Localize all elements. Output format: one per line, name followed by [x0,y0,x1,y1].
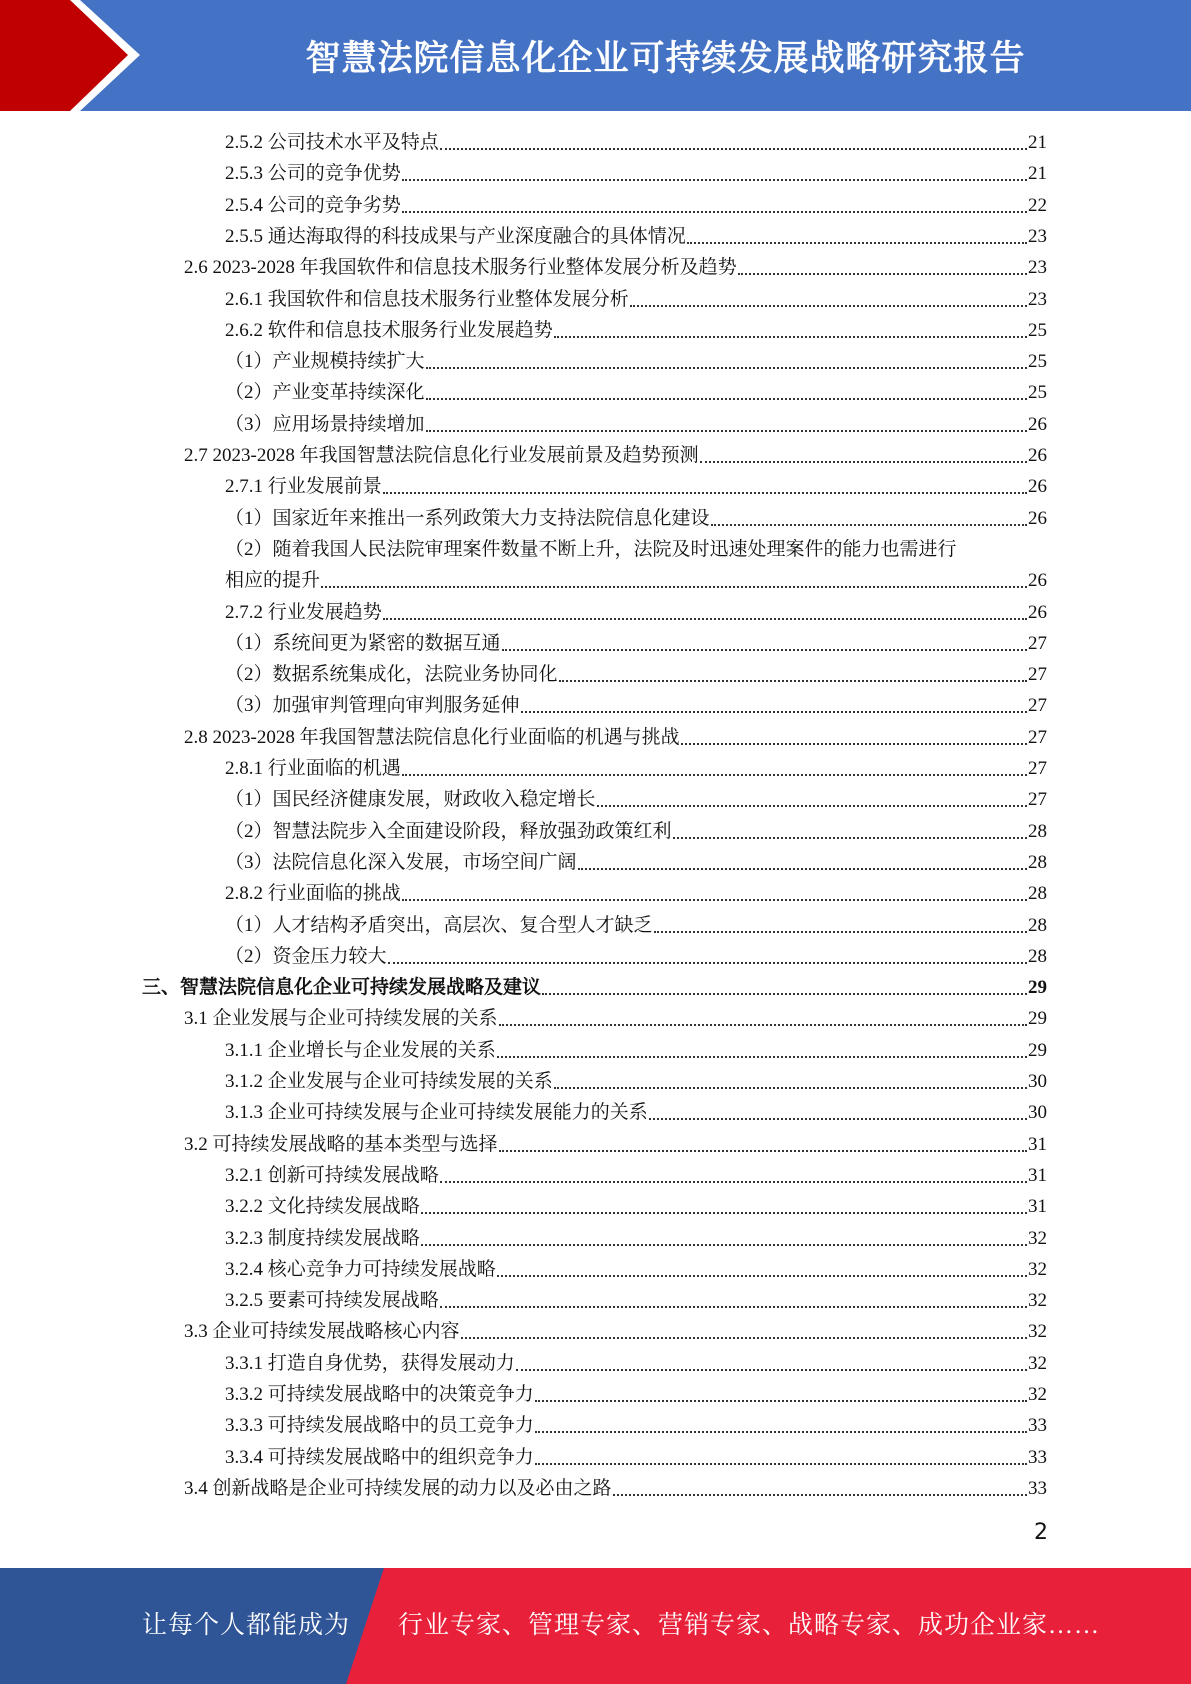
page-number: 2 [1034,1520,1048,1545]
toc-entry-page: 29 [1028,977,1047,999]
toc-entry[interactable] [184,1316,1047,1347]
toc-entry[interactable] [225,816,1047,847]
toc-leader-dots [402,899,1027,901]
toc-entry-page: 31 [1028,1196,1047,1218]
footer-slogan-right: 行业专家、管理专家、营销专家、战略专家、成功企业家…… [398,1612,1101,1639]
toc-leader-dots [502,649,1027,651]
toc-entry-page: 23 [1028,225,1047,247]
toc-entry-label: 2.8 2023-2028 年我国智慧法院信息化行业面临的机遇与挑战 [184,726,680,748]
toc-entry[interactable] [225,409,1047,440]
toc-entry-page: 28 [1028,945,1047,967]
toc-entry-page: 27 [1028,758,1047,779]
toc-leader-dots [321,586,1027,588]
toc-leader-dots [499,1150,1027,1152]
toc-entry-label: 3.4 创新战略是企业可持续发展的动力以及必由之路 [184,1477,612,1499]
toc-entry[interactable] [225,471,1047,502]
toc-entry[interactable] [225,910,1047,941]
toc-entry-label: （1）系统间更为紧密的数据互通 [225,632,501,654]
toc-entry-page: 33 [1028,1477,1047,1499]
toc-entry[interactable] [225,753,1047,784]
toc-entry[interactable] [225,878,1047,909]
toc-entry-label: （1）国民经济健康发展，财政收入稳定增长 [225,789,596,811]
toc-entry[interactable] [225,190,1047,221]
toc-entry-page: 32 [1028,1227,1047,1249]
toc-entry-label: （1）国家近年来推出一系列政策大力支持法院信息化建设 [225,507,710,529]
toc-entry-label: 3.1.1 企业增长与企业发展的关系 [225,1039,496,1061]
toc-leader-dots [497,1056,1027,1058]
toc-leader-dots [711,524,1027,526]
toc-leader-dots [681,743,1027,745]
toc-leader-dots [542,993,1027,995]
toc-leader-dots [673,837,1027,839]
toc-entry-label: 3.1.3 企业可持续发展与企业可持续发展能力的关系 [225,1102,648,1124]
toc-entry-label: 3.2 可持续发展战略的基本类型与选择 [184,1133,498,1155]
toc-entry-page: 26 [1028,413,1047,435]
toc-leader-dots [535,1431,1027,1433]
toc-entry-label: （3）应用场景持续增加 [225,413,425,435]
toc-entry-page: 26 [1028,445,1047,466]
toc-leader-dots [461,1337,1027,1339]
toc-entry-page: 27 [1028,664,1047,686]
toc-leader-dots [497,1275,1027,1277]
chevron-arrow-icon [0,0,150,111]
toc-entry[interactable] [142,972,1047,1003]
toc-entry-page: 26 [1028,601,1047,623]
toc-entry-page: 30 [1028,1071,1047,1092]
toc-entry-page: 27 [1028,789,1047,811]
toc-entry-page: 25 [1028,319,1047,341]
toc-entry[interactable] [225,1285,1047,1316]
toc-entry[interactable] [225,127,1047,158]
toc-entry-label: 3.3.2 可持续发展战略中的决策竞争力 [225,1384,534,1405]
toc-leader-dots [421,1212,1027,1214]
toc-entry[interactable] [225,1254,1047,1285]
toc-entry-label: （1）人才结构矛盾突出，高层次、复合型人才缺乏 [225,914,653,936]
toc-entry-page: 30 [1028,1102,1047,1124]
toc-entry[interactable] [184,1003,1047,1034]
toc-entry-page: 26 [1028,507,1047,529]
toc-leader-dots [535,1400,1027,1402]
toc-entry-label: 3.2.5 要素可持续发展战略 [225,1290,439,1312]
toc-entry-page: 33 [1028,1446,1047,1468]
toc-leader-dots [426,367,1027,369]
toc-entry-label: 2.7.1 行业发展前景 [225,476,382,498]
toc-entry[interactable] [225,346,1047,377]
toc-leader-dots [597,805,1027,807]
toc-entry[interactable] [225,1160,1047,1191]
toc-entry-page: 27 [1028,632,1047,654]
toc-leader-dots [521,711,1027,713]
toc-entry[interactable] [225,315,1047,346]
toc-entry[interactable] [225,158,1047,189]
toc-leader-dots [440,148,1027,150]
toc-leader-dots [383,618,1027,620]
toc-entry-label: 3.2.2 文化持续发展战略 [225,1196,420,1218]
toc-entry-label: 3.2.1 创新可持续发展战略 [225,1164,439,1186]
toc-leader-dots [516,1369,1027,1371]
toc-entry[interactable] [225,784,1047,815]
toc-entry-label: 2.5.4 公司的竞争劣势 [225,194,401,216]
toc-entry-label: 2.8.2 行业面临的挑战 [225,883,401,905]
toc-leader-dots [578,868,1027,870]
toc-entry-page: 26 [1028,476,1047,498]
toc-leader-dots [426,430,1027,432]
footer-slogan-left: 让每个人都能成为 [142,1612,351,1639]
toc-entry-label: 2.8.1 行业面临的机遇 [225,758,401,779]
toc-leader-dots [383,492,1027,494]
toc-entry-page: 21 [1028,163,1047,185]
toc-entry-label: （3）加强审判管理向审判服务延伸 [225,695,520,717]
toc-leader-dots [554,1087,1027,1089]
toc-entry-page: 28 [1028,851,1047,873]
toc-entry[interactable] [184,722,1047,753]
toc-entry[interactable] [225,1035,1047,1066]
toc-entry[interactable] [225,1223,1047,1254]
toc-entry-label: 3.1.2 企业发展与企业可持续发展的关系 [225,1071,553,1092]
toc-entry[interactable] [225,690,1047,721]
toc-entry-page: 26 [1028,570,1047,592]
toc-entry-page: 28 [1028,914,1047,936]
toc-entry-page: 31 [1028,1133,1047,1155]
toc-entry[interactable] [184,1473,1047,1504]
toc-leader-dots [499,1024,1027,1026]
toc-entry-page: 23 [1028,257,1047,279]
toc-leader-dots [402,774,1027,776]
toc-leader-dots [535,1463,1027,1465]
toc-entry[interactable] [225,597,1047,628]
toc-leader-dots [440,1306,1027,1308]
toc-leader-dots [554,336,1027,338]
toc-entry-label: 3.3.4 可持续发展战略中的组织竞争力 [225,1446,534,1468]
toc-leader-dots [630,305,1027,307]
toc-entry-label: 2.5.3 公司的竞争优势 [225,163,401,185]
toc-entry-label: 2.6 2023-2028 年我国软件和信息技术服务行业整体发展分析及趋势 [184,257,737,279]
toc-entry-label: 3.3 企业可持续发展战略核心内容 [184,1321,460,1343]
toc-entry-label: （1）产业规模持续扩大 [225,351,425,373]
toc-entry[interactable] [225,1379,1047,1410]
toc-entry-page: 32 [1028,1258,1047,1280]
toc-entry-label: 3.2.3 制度持续发展战略 [225,1227,420,1249]
toc-entry-label: 3.3.1 打造自身优势，获得发展动力 [225,1352,515,1374]
toc-entry-page: 32 [1028,1321,1047,1343]
toc-entry[interactable] [225,941,1047,972]
toc-entry[interactable] [184,252,1047,283]
toc-leader-dots [388,962,1027,964]
toc-entry-label: 3.3.3 可持续发展战略中的员工竞争力 [225,1415,534,1437]
toc-entry-page: 23 [1028,288,1047,310]
toc-entry-label: （2）资金压力较大 [225,945,387,967]
toc-entry-label: 三、智慧法院信息化企业可持续发展战略及建议 [142,977,542,999]
toc-entry-label: 3.2.4 核心竞争力可持续发展战略 [225,1258,496,1280]
toc-entry-label: 2.5.2 公司技术水平及特点 [225,132,439,153]
toc-entry-label: （3）法院信息化深入发展，市场空间广阔 [225,851,577,873]
toc-leader-dots [613,1494,1027,1496]
toc-entry-page: 32 [1028,1352,1047,1374]
report-title: 智慧法院信息化企业可持续发展战略研究报告 [305,38,1026,79]
toc-entry-page: 21 [1028,132,1047,153]
toc-entry-page: 32 [1028,1384,1047,1405]
toc-entry-page: 25 [1028,351,1047,373]
toc-entry[interactable] [225,1066,1047,1097]
toc-leader-dots [649,1118,1027,1120]
toc-leader-dots [738,273,1027,275]
toc-leader-dots [426,398,1027,400]
toc-entry-label: 2.7.2 行业发展趋势 [225,601,382,623]
toc-entry[interactable] [225,847,1047,878]
toc-entry-label: （2）产业变革持续深化 [225,382,425,404]
toc-entry[interactable] [225,1191,1047,1222]
toc-leader-dots [687,242,1027,244]
toc-entry[interactable] [225,565,1047,596]
toc-entry[interactable] [225,284,1047,315]
toc-entry[interactable] [225,221,1047,252]
toc-entry-label: 相应的提升 [225,570,321,592]
toc-entry-page: 28 [1028,820,1047,842]
toc-leader-dots [654,931,1027,933]
toc-entry-page: 27 [1028,726,1047,748]
toc-leader-dots [440,1181,1027,1183]
toc-entry-page: 31 [1028,1164,1047,1186]
toc-entry[interactable] [225,1442,1047,1473]
toc-entry-page: 22 [1028,194,1047,216]
toc-entry[interactable] [225,628,1047,659]
toc-leader-dots [402,179,1027,181]
toc-entry-label: （2）随着我国人民法院审理案件数量不断上升，法院及时迅速处理案件的能力也需进行 [225,538,957,560]
toc-entry-page: 28 [1028,883,1047,905]
toc-entry-page: 25 [1028,382,1047,404]
toc-leader-dots [402,211,1027,213]
page-footer [0,1568,1191,1684]
toc-entry-page: 33 [1028,1415,1047,1437]
toc-entry-label: 2.5.5 通达海取得的科技成果与产业深度融合的具体情况 [225,225,686,247]
toc-entry[interactable] [225,377,1047,408]
toc-entry-label: （2）智慧法院步入全面建设阶段，释放强劲政策红利 [225,820,672,842]
toc-entry-label: 3.1 企业发展与企业可持续发展的关系 [184,1008,498,1030]
toc-leader-dots [700,461,1027,463]
toc-entry-label: （2）数据系统集成化，法院业务协同化 [225,664,558,686]
toc-entry[interactable] [225,503,1047,534]
page-header [0,0,1191,111]
toc-entry[interactable] [225,1348,1047,1379]
toc-entry-page: 27 [1028,695,1047,717]
toc-leader-dots [559,680,1027,682]
toc-entry-label: 2.7 2023-2028 年我国智慧法院信息化行业发展前景及趋势预测 [184,445,699,466]
toc-entry[interactable] [225,659,1047,690]
toc-entry-page: 29 [1028,1008,1047,1030]
toc-entry[interactable] [184,440,1047,471]
toc-leader-dots [421,1244,1027,1246]
toc-entry[interactable] [225,1410,1047,1441]
toc-entry-label: 2.6.1 我国软件和信息技术服务行业整体发展分析 [225,288,629,310]
toc-entry-page: 32 [1028,1290,1047,1312]
toc-entry[interactable] [225,1097,1047,1128]
toc-entry-page: 29 [1028,1039,1047,1061]
toc-entry[interactable] [184,1129,1047,1160]
toc-entry-label: 2.6.2 软件和信息技术服务行业发展趋势 [225,319,553,341]
